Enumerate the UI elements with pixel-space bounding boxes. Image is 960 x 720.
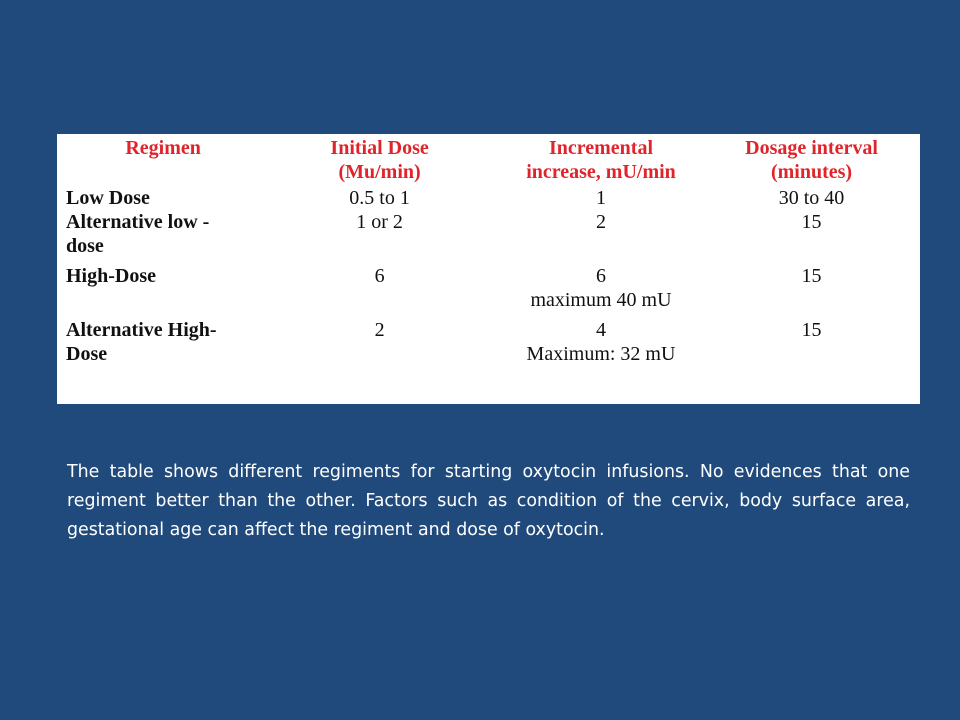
cell-incremental: 1 bbox=[595, 187, 606, 209]
table-row bbox=[66, 186, 920, 210]
table-header-row bbox=[66, 136, 920, 186]
cell-initial-dose: 1 or 2 bbox=[356, 211, 403, 233]
oxytocin-regimen-table bbox=[66, 136, 920, 366]
incremental-maximum-note: Maximum: 32 mU bbox=[526, 343, 676, 365]
cell-initial-dose: 2 bbox=[374, 319, 385, 341]
header-initial-dose: Initial Dose (Mu/min) bbox=[330, 137, 429, 183]
regimen-table-panel bbox=[57, 134, 920, 404]
cell-incremental: 2 bbox=[595, 211, 606, 233]
cell-incremental: 6 maximum 40 mU bbox=[499, 264, 703, 318]
cell-initial-dose: 0.5 to 1 bbox=[349, 187, 410, 209]
cell-regimen: High-Dose bbox=[66, 265, 156, 287]
cell-incremental: 4 Maximum: 32 mU bbox=[499, 318, 703, 366]
table-row bbox=[66, 210, 920, 264]
header-dosage-interval: Dosage interval (minutes) bbox=[745, 137, 878, 183]
header-incremental-increase: Incremental increase, mU/min bbox=[526, 137, 676, 183]
cell-interval: 15 bbox=[801, 319, 822, 341]
cell-interval: 15 bbox=[801, 265, 822, 287]
cell-regimen: Low Dose bbox=[66, 187, 150, 209]
slide-caption: The table shows different regiments for starting oxytocin infusions. No evidences that one regiment better than the other. Factors such as condition of the cervix, body surface area, gestational age can affect the regiment and dose of oxytocin. bbox=[67, 462, 910, 540]
incremental-maximum-note: maximum 40 mU bbox=[530, 289, 672, 311]
cell-interval: 15 bbox=[801, 211, 822, 233]
cell-regimen: Alternative low - dose bbox=[66, 211, 210, 257]
cell-regimen: Alternative High- Dose bbox=[66, 319, 217, 365]
cell-initial-dose: 6 bbox=[374, 265, 385, 287]
cell-interval: 30 to 40 bbox=[778, 187, 845, 209]
table-row bbox=[66, 264, 920, 318]
table-row bbox=[66, 318, 920, 366]
header-regimen: Regimen bbox=[125, 137, 201, 159]
